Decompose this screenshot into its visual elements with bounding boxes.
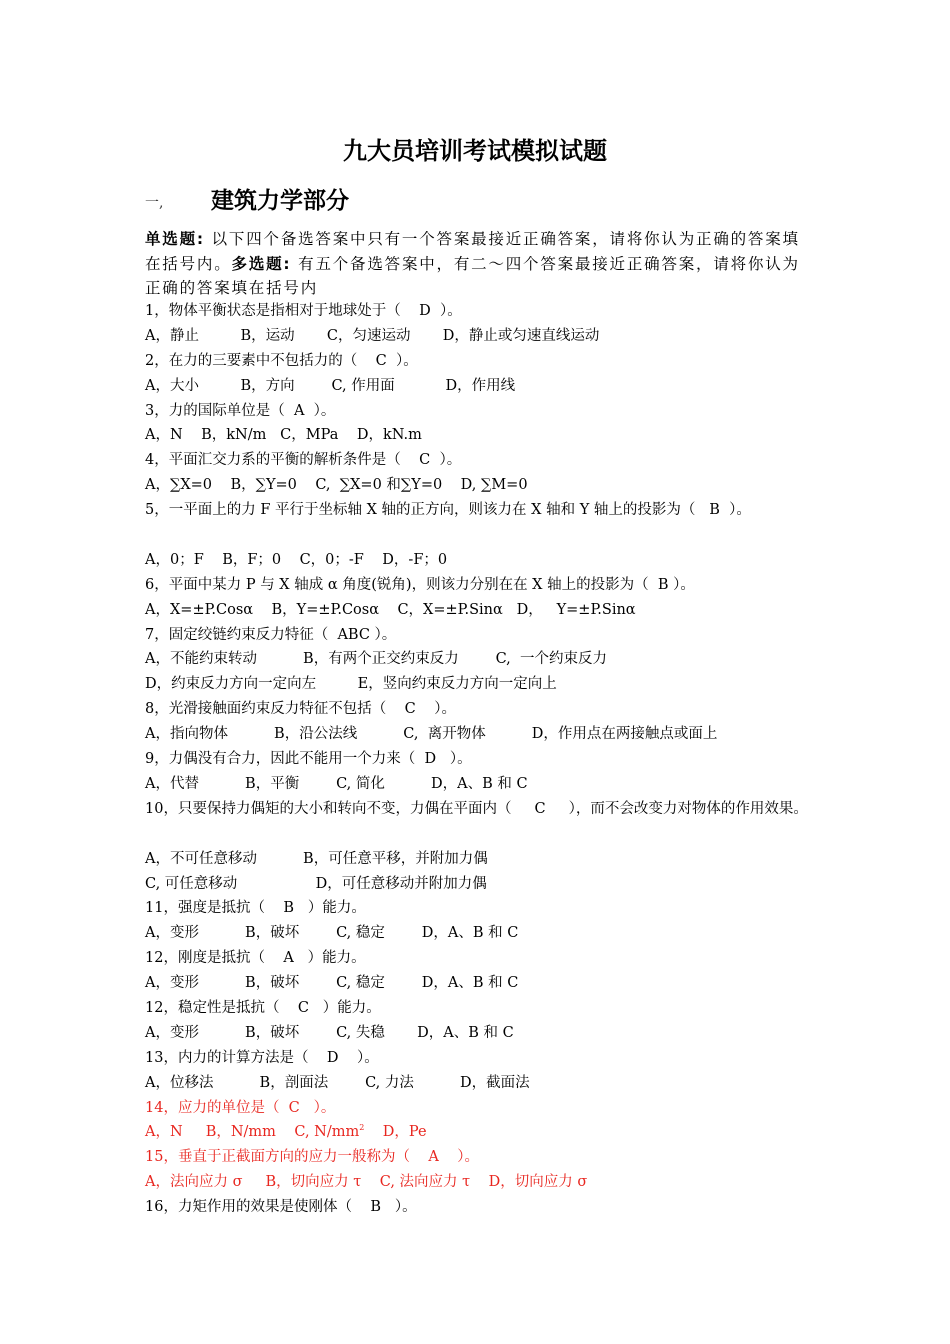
superscript: 2 [359, 1123, 365, 1133]
question-line: 12，稳定性是抵抗（ C ）能力。 [145, 999, 381, 1016]
options-line: A，X=±P.Cosα B，Y=±P.Cosα C，X=±P.Sinα D， Y=±P.Sinα [145, 601, 636, 618]
options-line: D，约束反力方向一定向左 E，竖向约束反力方向一定向上 [145, 676, 557, 693]
question-line: 6，平面中某力 P 与 X 轴成 α 角度(锐角)，则该力分别在在 X 轴上的投影为（ B ）。 [145, 576, 695, 593]
options-line: A，变形 B，破坏 C, 失稳 D，A、B 和 C [145, 1024, 514, 1041]
options-line: A，变形 B，破坏 C, 稳定 D，A、B 和 C [145, 975, 519, 992]
instructions-paragraph [145, 227, 809, 301]
section-name: 建筑力学部分 [211, 188, 349, 214]
options-text: A，N B，N/mm C, N/mm [145, 1124, 360, 1141]
options-line-highlighted [145, 1120, 813, 1145]
multi-choice-label: 多选题: [231, 254, 292, 273]
options-line: A，不可任意移动 B，可任意平移，并附加力偶 [145, 850, 488, 867]
options-text-tail: D，Pe [364, 1124, 427, 1141]
options-line: A，大小 B，方向 C, 作用面 D，作用线 [145, 377, 516, 394]
single-choice-label: 单选题: [145, 230, 205, 248]
question-line: 16，力矩作用的效果是使刚体（ B ）。 [145, 1199, 417, 1216]
options-line: A，代替 B，平衡 C, 简化 D，A、B 和 C [145, 775, 528, 792]
options-line: A，0；F B，F；0 C，0；-F D，-F；0 [145, 551, 448, 568]
options-line-highlighted: A，法向应力 σ B，切向应力 τ C, 法向应力 τ D，切向应力 σ [145, 1174, 588, 1191]
section-number: 一, [145, 195, 164, 211]
question-line: 13，内力的计算方法是（ D ）。 [145, 1049, 379, 1066]
question-line: 3，力的国际单位是（ A ）。 [145, 402, 336, 419]
options-line: C, 可任意移动 D，可任意移动并附加力偶 [145, 875, 487, 892]
question-line: 2，在力的三要素中不包括力的（ C ）。 [145, 352, 418, 369]
question-line-highlighted: 14，应力的单位是（ C ）。 [145, 1099, 336, 1116]
question-list [145, 299, 813, 1220]
question-line: 12，刚度是抵抗（ A ）能力。 [145, 950, 366, 967]
question-line: 5，一平面上的力 F 平行于坐标轴 X 轴的正方向，则该力在 X 轴和 Y 轴上的投影为（ B ）。 [145, 502, 751, 519]
document-title: 九大员培训考试模拟试题 [343, 137, 607, 165]
question-line: 4，平面汇交力系的平衡的解析条件是（ C ）。 [145, 452, 462, 469]
options-line: A，N B，kN/m C，MPa D，kN.m [145, 427, 422, 444]
options-line: A，∑X=0 B，∑Y=0 C, ∑X=0 和∑Y=0 D, ∑M=0 [145, 477, 528, 494]
options-line: A，不能约束转动 B，有两个正交约束反力 C, 一个约束反力 [145, 651, 607, 668]
options-line: A，指向物体 B，沿公法线 C, 离开物体 D，作用点在两接触点或面上 [145, 726, 718, 743]
question-line: 10，只要保持力偶矩的大小和转向不变，力偶在平面内（ C ），而不会改变力对物体的作用效果。 [145, 800, 808, 817]
question-line: 8，光滑接触面约束反力特征不包括（ C ）。 [145, 701, 456, 718]
question-line: 7，固定绞链约束反力特征（ ABC ）。 [145, 626, 397, 643]
question-line: 9，力偶没有合力，因此不能用一个力来（ D ）。 [145, 751, 472, 768]
options-line: A，变形 B，破坏 C, 稳定 D，A、B 和 C [145, 925, 519, 942]
options-line: A，位移法 B，剖面法 C, 力法 D，截面法 [145, 1074, 530, 1091]
single-choice-text: 以下四个备选答案中只有一个答案最接近正确答案，请将你认为正确的答案填在括号内。 [145, 230, 800, 273]
multi-choice-text: 有五个备选答案中，有二～四个答案最接近正确答案，请将你认为正确的答案填在括号内 [145, 254, 800, 297]
question-line-highlighted: 15，垂直于正截面方向的应力一般称为（ A ）。 [145, 1149, 480, 1166]
question-line: 1，物体平衡状态是指相对于地球处于（ D ）。 [145, 303, 462, 319]
question-line: 11，强度是抵抗（ B ）能力。 [145, 900, 366, 917]
options-line: A，静止 B，运动 C，匀速运动 D，静止或匀速直线运动 [145, 327, 600, 344]
